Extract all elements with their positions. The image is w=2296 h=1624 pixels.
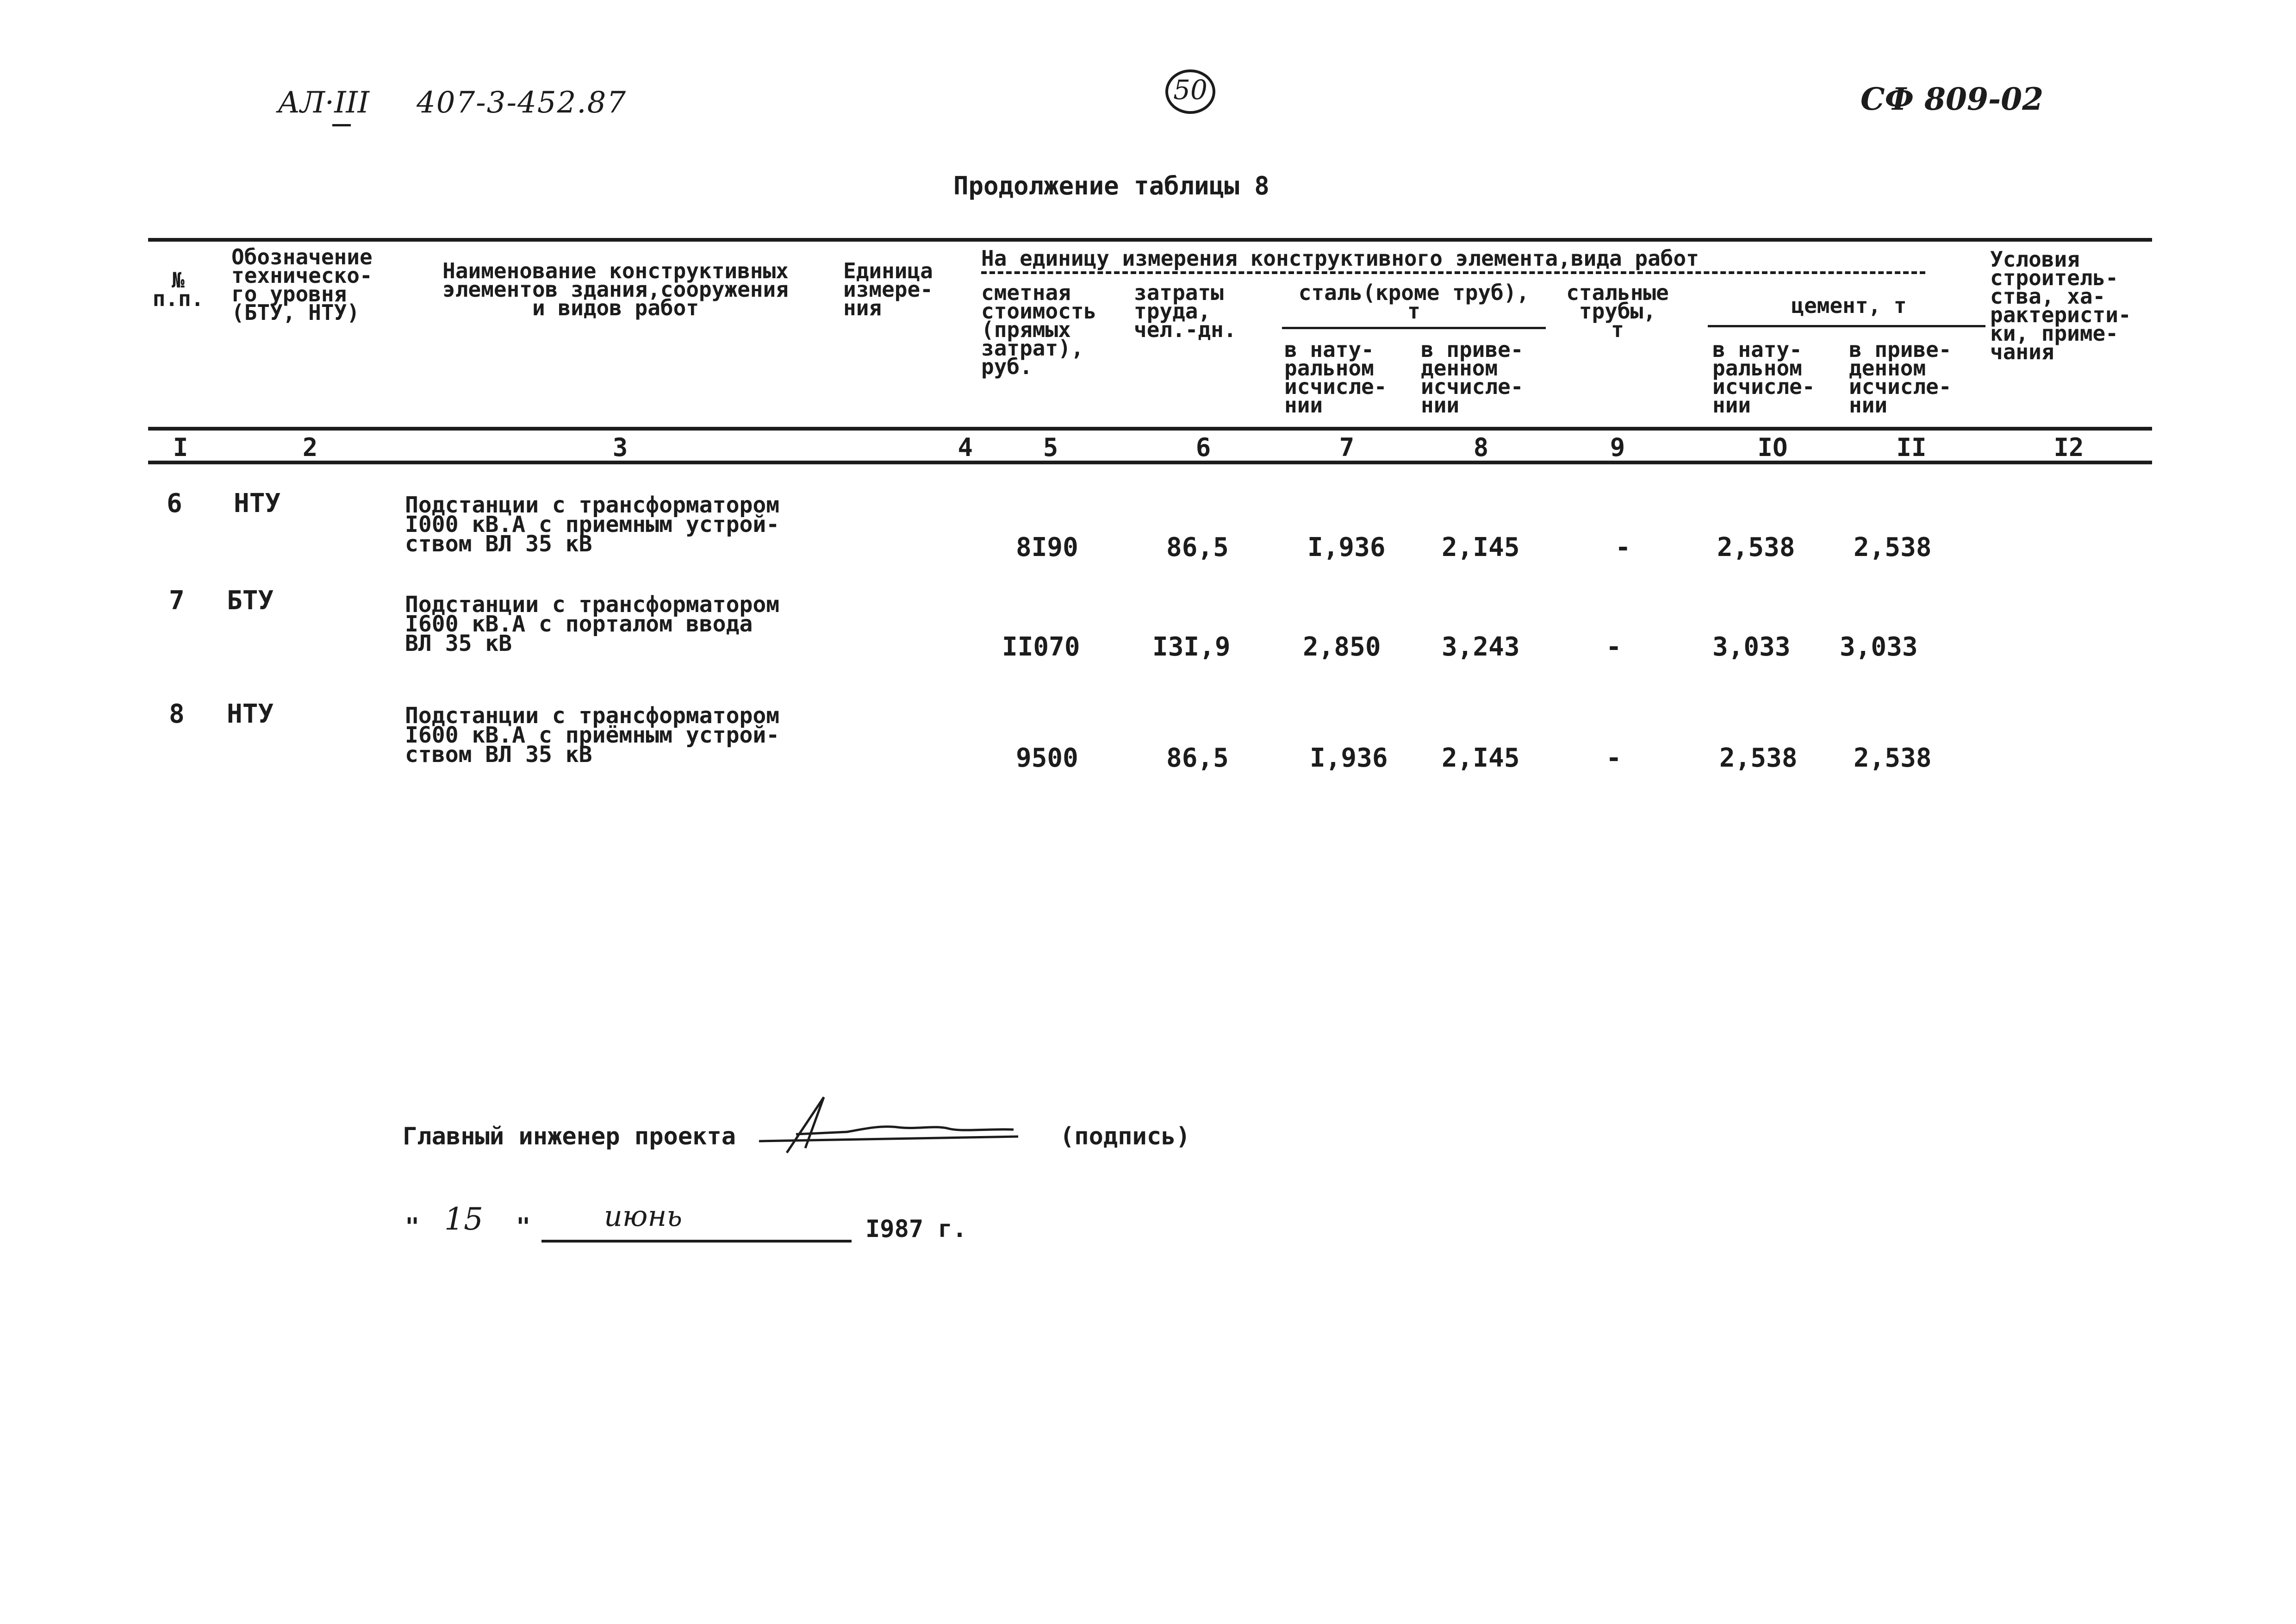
signature-note: (подпись)	[1060, 1123, 1190, 1150]
date-day: 15	[444, 1201, 483, 1237]
page-number: 50	[1173, 74, 1207, 106]
signer-label: Главный инженер проекта	[403, 1123, 736, 1150]
doc-number: 407-3-452.87	[417, 86, 627, 120]
row-3-name: Подстанции с трансформатором I600 кВ.А с приёмным устрой- ством ВЛ 35 кВ	[405, 703, 780, 768]
row-1-steel-natural: I,936	[1307, 532, 1386, 562]
row-3-cement-natural: 2,538	[1719, 743, 1798, 773]
table-top-rule	[148, 238, 2152, 242]
column-numbers-top-rule	[148, 427, 2152, 431]
row-2-pipes: -	[1606, 632, 1622, 662]
row-3-level: НТУ	[227, 699, 274, 729]
table-caption: Продолжение таблицы 8	[953, 171, 1269, 200]
row-2-cement-reduced: 3,033	[1840, 632, 1918, 662]
col-number-4: 4	[958, 433, 973, 462]
header-col-steel-natural: в нату- ральном исчисле- нии	[1284, 337, 1387, 418]
row-2-level: БТУ	[227, 586, 274, 616]
header-steel: сталь(кроме труб), т	[1298, 280, 1530, 324]
row-3-cement-reduced: 2,538	[1854, 743, 1932, 773]
header-col-steel-reduced: в приве- денном исчисле- нии	[1421, 337, 1524, 418]
cement-subheader-rule	[1708, 325, 1985, 327]
row-3-pipes: -	[1606, 743, 1622, 773]
row-2-labor: I3I,9	[1152, 632, 1231, 662]
group-header-dash	[981, 271, 1925, 274]
row-2-steel-natural: 2,850	[1303, 632, 1381, 662]
header-col-labor: затраты труда, чел.-дн.	[1134, 280, 1237, 342]
header-col-name: Наименование конструктивных элементов здания,сооружения и видов работ	[442, 258, 789, 320]
col-number-10: IO	[1757, 433, 1788, 462]
col-number-11: II	[1896, 433, 1927, 462]
row-1-pipes: -	[1615, 532, 1631, 562]
row-3-cost: 9500	[1016, 743, 1078, 773]
header-col-cost: сметная стоимость (прямых затрат), руб.	[981, 280, 1097, 379]
col-number-3: 3	[612, 433, 628, 462]
row-1-cement-reduced: 2,538	[1854, 532, 1932, 562]
date-month: июнь	[604, 1199, 683, 1233]
row-3-num: 8	[169, 699, 185, 729]
row-2-num: 7	[169, 586, 185, 616]
sheet-code-underline	[332, 124, 351, 126]
steel-subheader-rule	[1282, 327, 1546, 329]
header-col-cement-reduced: в приве- денном исчисле- нии	[1849, 337, 1952, 418]
col-number-1: I	[173, 433, 188, 462]
row-1-cement-natural: 2,538	[1717, 532, 1795, 562]
header-cement: цемент, т	[1791, 293, 1907, 318]
col-number-7: 7	[1339, 433, 1355, 462]
row-2-cost: II070	[1002, 632, 1080, 662]
col-number-5: 5	[1043, 433, 1058, 462]
col-number-12: I2	[2053, 433, 2084, 462]
row-1-num: 6	[167, 488, 182, 518]
header-col-number: № п.п.	[152, 268, 204, 311]
header-col-cement-natural: в нату- ральном исчисле- нии	[1712, 337, 1815, 418]
row-1-cost: 8I90	[1016, 532, 1078, 562]
row-3-steel-natural: I,936	[1310, 743, 1388, 773]
row-2-cement-natural: 3,033	[1712, 632, 1791, 662]
row-3-steel-reduced: 2,I45	[1442, 743, 1520, 773]
row-1-level: НТУ	[234, 488, 281, 518]
row-2-steel-reduced: 3,243	[1442, 632, 1520, 662]
header-group: На единицу измерения конструктивного элемента,вида работ	[981, 246, 1699, 271]
header-col-conditions: Условия строитель- ства, ха- рактеристи- ки, приме- чания	[1990, 247, 2131, 364]
series-code: СФ 809-02	[1860, 81, 2044, 117]
col-number-2: 2	[302, 433, 318, 462]
header-col-pipes: стальные трубы, т	[1566, 280, 1669, 342]
row-3-labor: 86,5	[1166, 743, 1229, 773]
row-1-name: Подстанции с трансформатором I000 кВ.А с приемным устрой- ством ВЛ 35 кВ	[405, 492, 780, 557]
col-number-6: 6	[1195, 433, 1211, 462]
date-open-quote: "	[405, 1213, 420, 1241]
col-number-9: 9	[1610, 433, 1625, 462]
date-month-line	[541, 1240, 852, 1243]
row-1-steel-reduced: 2,I45	[1442, 532, 1520, 562]
row-2-name: Подстанции с трансформатором I600 кВ.А с порталом ввода ВЛ 35 кВ	[405, 592, 780, 656]
date-close-quote: "	[516, 1213, 531, 1241]
signature	[754, 1093, 1023, 1162]
col-number-8: 8	[1473, 433, 1489, 462]
header-col-unit: Единица измере- ния	[843, 258, 933, 320]
row-1-labor: 86,5	[1166, 532, 1229, 562]
date-year: I987 г.	[865, 1215, 967, 1243]
header-col-level: Обозначение техническо- го уровня (БТУ, НТУ)	[231, 244, 373, 325]
sheet-code: АЛ·III	[278, 86, 370, 120]
